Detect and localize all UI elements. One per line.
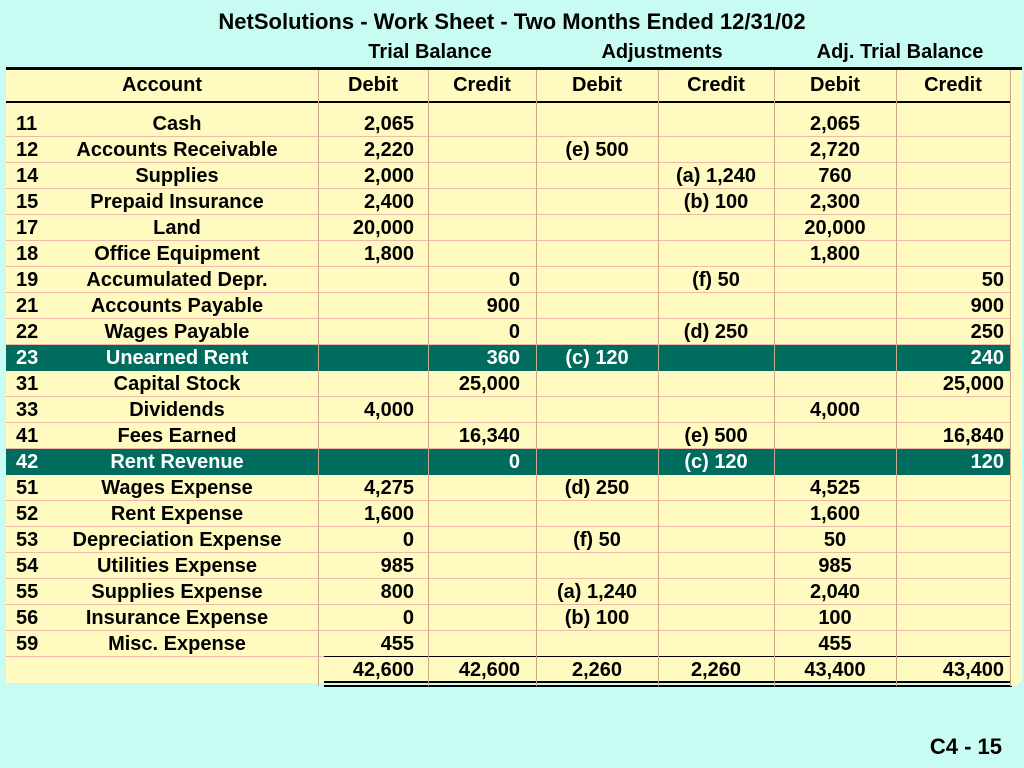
- table-row: [6, 189, 1010, 215]
- account-number: 23: [16, 347, 39, 369]
- cell-tb-cr: 42,600: [458, 659, 520, 681]
- account-name: Unearned Rent: [105, 347, 249, 369]
- account-number: 18: [16, 243, 39, 265]
- account-number: 56: [16, 607, 39, 629]
- cell-atb-cr: 900: [970, 295, 1004, 317]
- table-row: [6, 423, 1010, 449]
- cell-tb-dr: 985: [380, 555, 414, 577]
- cell-tb-cr: 16,340: [458, 425, 520, 447]
- account-name: Fees Earned: [117, 425, 237, 447]
- cell-tb-dr: 2,000: [363, 165, 414, 187]
- cell-atb-dr: 1,800: [809, 243, 861, 265]
- table-row: [6, 475, 1010, 501]
- cell-atb-dr: 2,065: [809, 113, 861, 135]
- cell-adj-dr: (c) 120: [565, 347, 629, 369]
- cell-adj-cr: 2,260: [690, 659, 742, 681]
- account-number: 55: [16, 581, 39, 603]
- cell-adj-cr: (b) 100: [683, 191, 749, 213]
- cell-adj-dr: (a) 1,240: [556, 581, 638, 603]
- cell-tb-cr: 0: [508, 321, 520, 343]
- account-number: 12: [16, 139, 39, 161]
- cell-atb-dr: 4,000: [809, 399, 861, 421]
- cell-tb-dr: 4,000: [363, 399, 414, 421]
- cell-tb-dr: 1,800: [363, 243, 414, 265]
- table-row: [6, 293, 1010, 319]
- cell-tb-dr: 20,000: [352, 217, 414, 239]
- account-number: 21: [16, 295, 39, 317]
- cell-tb-cr: 25,000: [458, 373, 520, 395]
- table-row: [6, 527, 1010, 553]
- cell-tb-cr: 0: [508, 269, 520, 291]
- cell-atb-cr: 240: [970, 347, 1004, 369]
- cell-adj-dr: 2,260: [571, 659, 623, 681]
- cell-atb-dr: 1,600: [809, 503, 861, 525]
- cell-tb-dr: 4,275: [363, 477, 414, 499]
- sheet-right-edge: [1010, 70, 1018, 686]
- table-row: [6, 605, 1010, 631]
- table-row: [6, 163, 1010, 189]
- cell-atb-dr: 4,525: [809, 477, 861, 499]
- account-name: Accumulated Depr.: [86, 269, 268, 291]
- cell-atb-dr: 2,720: [809, 139, 861, 161]
- cell-adj-dr: (d) 250: [564, 477, 630, 499]
- slide-number: C4 - 15: [929, 734, 1002, 759]
- table-row: [6, 137, 1010, 163]
- account-number: 31: [16, 373, 39, 395]
- column-header-adj-debit: Debit: [572, 74, 622, 96]
- account-number: 33: [16, 399, 39, 421]
- cell-tb-cr: 900: [486, 295, 520, 317]
- account-name: Insurance Expense: [85, 607, 269, 629]
- table-row: [6, 501, 1010, 527]
- cell-tb-dr: 1,600: [363, 503, 414, 525]
- cell-adj-dr: (b) 100: [564, 607, 630, 629]
- column-header-atb-debit: Debit: [810, 74, 860, 96]
- table-row: [6, 241, 1010, 267]
- cell-tb-dr: 2,220: [363, 139, 414, 161]
- column-header-tb-debit: Debit: [348, 74, 398, 96]
- cell-adj-cr: (e) 500: [684, 425, 748, 447]
- cell-atb-dr: 20,000: [804, 217, 866, 239]
- column-divider: [536, 70, 537, 686]
- account-number: 41: [16, 425, 39, 447]
- worksheet-table: [6, 67, 1022, 683]
- account-name: Prepaid Insurance: [90, 191, 264, 213]
- cell-adj-cr: (d) 250: [683, 321, 749, 343]
- table-row: [6, 267, 1010, 293]
- group-header-trial-balance: Trial Balance: [368, 41, 492, 63]
- account-number: 14: [16, 165, 39, 187]
- table-row: [6, 215, 1010, 241]
- account-number: 11: [16, 113, 38, 135]
- cell-atb-cr: 16,840: [942, 425, 1004, 447]
- account-number: 59: [16, 633, 39, 655]
- column-header-adj-credit: Credit: [687, 74, 745, 96]
- account-name: Office Equipment: [94, 243, 260, 265]
- cell-tb-dr: 2,065: [363, 113, 414, 135]
- account-name: Supplies: [135, 165, 219, 187]
- column-header-account: Account: [122, 74, 202, 96]
- cell-adj-cr: (c) 120: [684, 451, 748, 473]
- table-row: [6, 631, 1010, 657]
- cell-adj-cr: (a) 1,240: [675, 165, 757, 187]
- account-name: Utilities Expense: [96, 555, 258, 577]
- table-row: [6, 553, 1010, 579]
- cell-atb-cr: 250: [970, 321, 1004, 343]
- account-number: 52: [16, 503, 39, 525]
- cell-tb-dr: 0: [402, 607, 414, 629]
- cell-tb-dr: 0: [402, 529, 414, 551]
- account-name: Accounts Payable: [90, 295, 264, 317]
- group-header-adjustments: Adjustments: [601, 41, 723, 63]
- column-header-tb-credit: Credit: [453, 74, 511, 96]
- cell-tb-cr: 0: [508, 451, 520, 473]
- account-name: Wages Expense: [101, 477, 253, 499]
- cell-atb-dr: 50: [823, 529, 847, 551]
- account-name: Supplies Expense: [91, 581, 263, 603]
- group-header-adj-trial-balance: Adj. Trial Balance: [816, 41, 984, 63]
- cell-adj-cr: (f) 50: [692, 269, 740, 291]
- table-row: [6, 371, 1010, 397]
- cell-atb-cr: 120: [970, 451, 1004, 473]
- account-name: Capital Stock: [113, 373, 241, 395]
- column-header-row: [6, 70, 1018, 103]
- cell-atb-dr: 100: [818, 607, 852, 629]
- account-name: Land: [153, 217, 201, 239]
- cell-tb-dr: 2,400: [363, 191, 414, 213]
- cell-atb-cr: 50: [981, 269, 1004, 291]
- cell-atb-dr: 760: [818, 165, 852, 187]
- cell-atb-cr: 25,000: [942, 373, 1004, 395]
- cell-atb-dr: 43,400: [804, 659, 866, 681]
- cell-atb-cr: 43,400: [942, 659, 1004, 681]
- cell-tb-dr: 42,600: [352, 659, 414, 681]
- account-name: Misc. Expense: [108, 633, 246, 655]
- table-row: [6, 449, 1010, 475]
- account-name: Accounts Receivable: [76, 139, 278, 161]
- column-divider: [658, 70, 659, 686]
- table-row: [6, 397, 1010, 423]
- account-name: Cash: [152, 113, 202, 135]
- cell-atb-dr: 2,040: [809, 581, 861, 603]
- cell-atb-dr: 2,300: [809, 191, 861, 213]
- column-divider: [428, 70, 429, 686]
- account-name: Dividends: [129, 399, 225, 421]
- page-title: NetSolutions - Work Sheet - Two Months Ended 12/31/02: [218, 9, 806, 34]
- table-row: [6, 579, 1010, 605]
- column-divider: [896, 70, 897, 686]
- account-number: 15: [16, 191, 39, 213]
- account-number: 54: [16, 555, 39, 577]
- account-number: 53: [16, 529, 39, 551]
- column-divider: [774, 70, 775, 686]
- cell-atb-dr: 455: [818, 633, 852, 655]
- cell-atb-dr: 985: [818, 555, 852, 577]
- account-name: Rent Revenue: [110, 451, 244, 473]
- totals-row: [6, 657, 1010, 683]
- account-number: 19: [16, 269, 39, 291]
- table-row: [6, 345, 1010, 371]
- account-name: Depreciation Expense: [72, 529, 282, 551]
- account-name: Rent Expense: [110, 503, 244, 525]
- account-number: 51: [16, 477, 39, 499]
- table-row: [6, 319, 1010, 345]
- cell-tb-dr: 455: [380, 633, 414, 655]
- cell-tb-cr: 360: [486, 347, 520, 369]
- account-number: 42: [16, 451, 39, 473]
- cell-tb-dr: 800: [380, 581, 414, 603]
- column-divider: [318, 70, 319, 686]
- cell-adj-dr: (e) 500: [565, 139, 629, 161]
- account-number: 22: [16, 321, 39, 343]
- table-row: [6, 111, 1010, 137]
- account-name: Wages Payable: [104, 321, 250, 343]
- cell-adj-dr: (f) 50: [573, 529, 621, 551]
- column-header-atb-credit: Credit: [924, 74, 982, 96]
- account-number: 17: [16, 217, 39, 239]
